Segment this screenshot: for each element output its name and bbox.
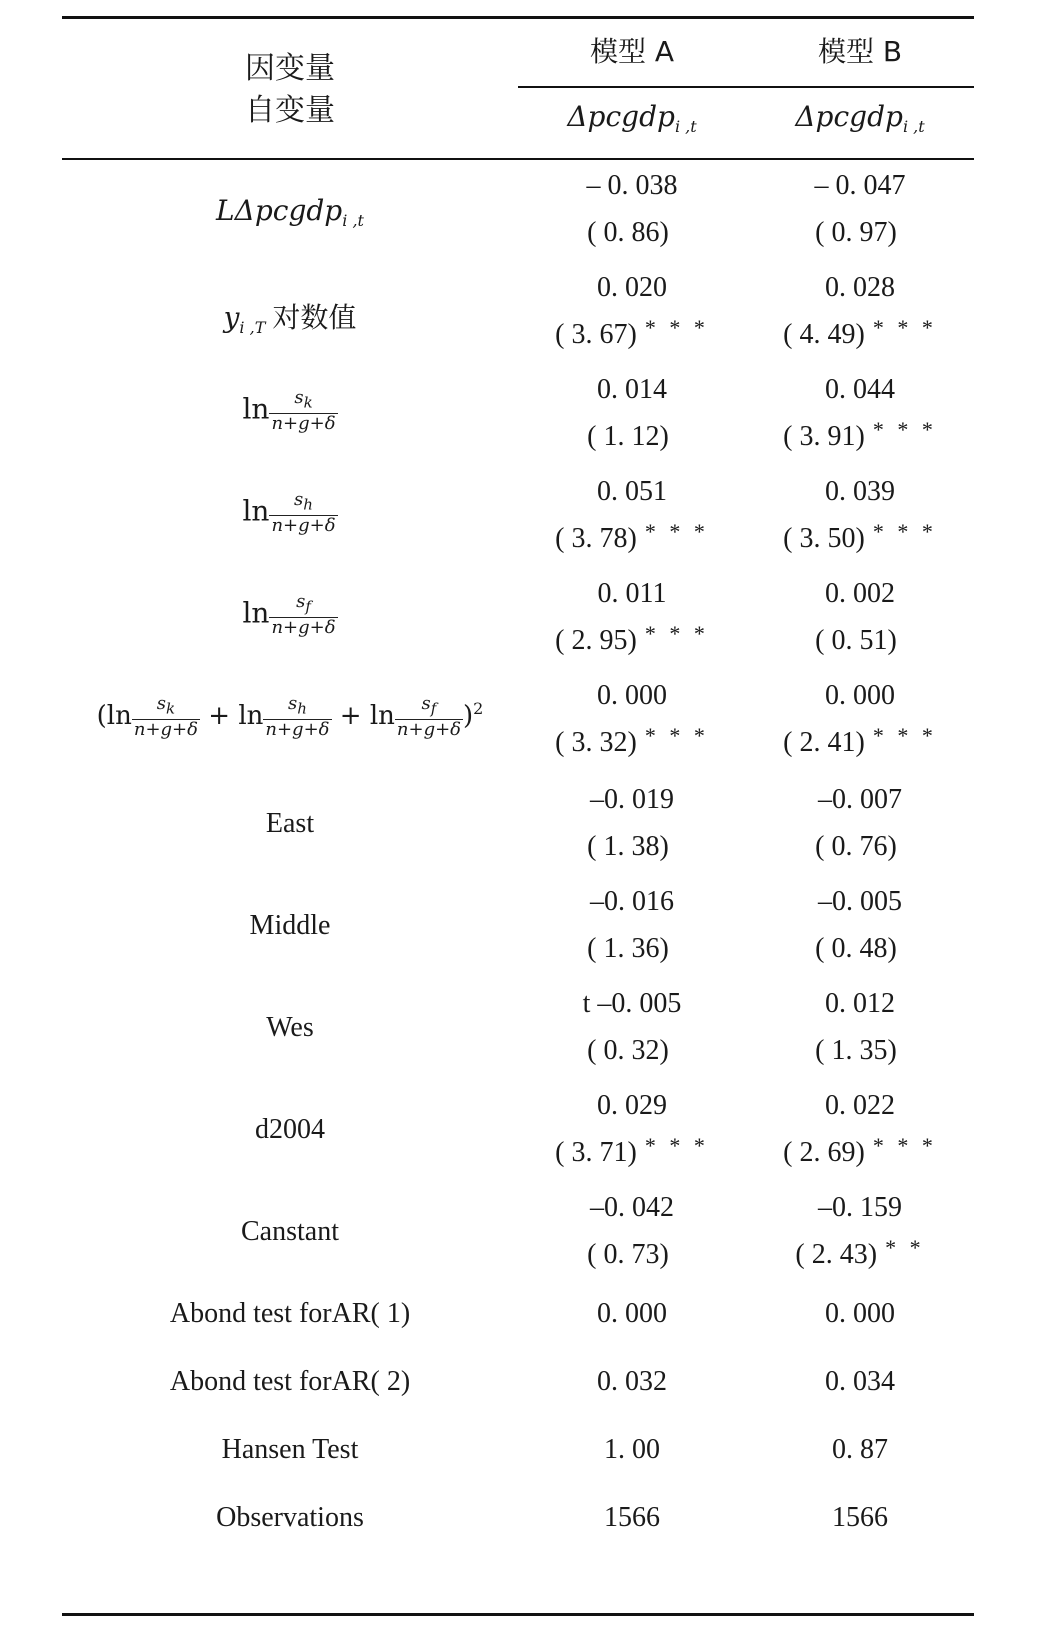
stats-row xyxy=(62,1498,974,1538)
squared-term-label: (ln $\frac{s_k}{n+g+\delta}$ + ln $\frac{s_h}{n+g+\delta}$ + ln $\frac{s_f}{n+g+\delta}$ )$^2$ xyxy=(96,693,484,740)
model-b-header: 模型 B xyxy=(817,35,903,68)
header-rule xyxy=(62,158,974,160)
model-b-cell: 0. 000 xyxy=(825,1298,895,1329)
model-a-cell: 0. 029 ( 3. 71) * * * xyxy=(555,1090,709,1168)
stats-row xyxy=(62,1294,974,1334)
independent-var-label: 自变量 xyxy=(245,93,335,128)
bottom-rule xyxy=(62,1613,974,1616)
row-label: Hansen Test xyxy=(221,1434,359,1465)
row-label: d2004 xyxy=(255,1114,325,1145)
model-b-cell: 0. 034 xyxy=(825,1366,895,1397)
table-row xyxy=(62,166,974,262)
row-label: ln $\frac{s_f}{n+g+\delta}$ xyxy=(242,591,336,638)
stats-row xyxy=(62,1362,974,1402)
dependent-var-label: 因变量 xyxy=(245,51,335,86)
model-a-cell: 0. 020 ( 3. 67) * * * xyxy=(555,272,709,350)
model-b-cell: – 0. 047 ( 0. 97) xyxy=(814,170,906,248)
model-a-cell: 0. 011 ( 2. 95) * * * xyxy=(555,578,709,656)
model-a-cell: 0. 014 ( 1. 12) xyxy=(587,374,669,452)
row-label: Wes xyxy=(266,1012,314,1043)
model-a-header: 模型 A xyxy=(589,35,675,68)
table-row xyxy=(62,268,974,364)
row-label: Middle xyxy=(249,910,331,941)
row-label: LΔpcgdp$_{i ,t}$ xyxy=(216,194,364,230)
model-a-cell: –0. 042 ( 0. 73) xyxy=(587,1192,674,1270)
model-b-cell: –0. 005 ( 0. 48) xyxy=(815,886,902,964)
row-label: Abond test forAR( 1) xyxy=(169,1298,411,1329)
model-b-cell: 0. 002 ( 0. 51) xyxy=(815,578,897,656)
model-b-cell: 1566 xyxy=(832,1502,888,1533)
model-b-cell: 0. 039 ( 3. 50) * * * xyxy=(783,476,937,554)
table-row xyxy=(62,370,974,466)
model-header-rule xyxy=(518,86,974,88)
row-label: Observations xyxy=(216,1502,364,1533)
model-a-cell: 0. 000 xyxy=(597,1298,667,1329)
model-b-cell: 0. 022 ( 2. 69) * * * xyxy=(783,1090,937,1168)
table-row xyxy=(62,780,974,876)
model-b-cell: 0. 044 ( 3. 91) * * * xyxy=(783,374,937,452)
model-b-dependent: Δpcgdp$_{i ,t}$ xyxy=(795,100,925,136)
row-label: East xyxy=(265,808,315,839)
model-a-cell: t –0. 005 ( 0. 32) xyxy=(582,988,682,1066)
model-b-cell: 0. 028 ( 4. 49) * * * xyxy=(783,272,937,350)
row-label: Canstant xyxy=(241,1216,339,1247)
model-b-cell: 0. 87 xyxy=(832,1434,888,1465)
table-row xyxy=(62,984,974,1080)
model-a-cell: –0. 016 ( 1. 36) xyxy=(587,886,674,964)
top-rule xyxy=(62,16,974,19)
model-a-cell: 1. 00 xyxy=(604,1434,660,1465)
table-row xyxy=(62,574,974,670)
model-a-cell: 0. 032 xyxy=(597,1366,667,1397)
model-a-dependent: Δpcgdp$_{i ,t}$ xyxy=(567,100,697,136)
table-row xyxy=(62,1086,974,1182)
variable-header xyxy=(62,48,518,132)
table-row xyxy=(62,676,974,772)
stats-row xyxy=(62,1430,974,1470)
row-label: ln $\frac{s_k}{n+g+\delta}$ xyxy=(242,387,336,434)
model-b-cell: –0. 007 ( 0. 76) xyxy=(815,784,902,862)
model-b-cell: 0. 000 ( 2. 41) * * * xyxy=(783,680,937,758)
model-b-cell: –0. 159 ( 2. 43) * * xyxy=(795,1192,925,1270)
regression-table xyxy=(62,0,974,1629)
table-row xyxy=(62,1188,974,1284)
row-label: ln $\frac{s_h}{n+g+\delta}$ xyxy=(242,489,336,536)
model-a-cell: – 0. 038 ( 0. 86) xyxy=(586,170,678,248)
model-b-cell: 0. 012 ( 1. 35) xyxy=(815,988,897,1066)
row-label: $y_{i ,T}$ 对数值 xyxy=(223,301,357,337)
model-a-cell: –0. 019 ( 1. 38) xyxy=(587,784,674,862)
model-a-cell: 1566 xyxy=(604,1502,660,1533)
row-label: Abond test forAR( 2) xyxy=(169,1366,411,1397)
model-a-cell: 0. 051 ( 3. 78) * * * xyxy=(555,476,709,554)
model-a-cell: 0. 000 ( 3. 32) * * * xyxy=(555,680,709,758)
table-row xyxy=(62,472,974,568)
table-row xyxy=(62,882,974,978)
